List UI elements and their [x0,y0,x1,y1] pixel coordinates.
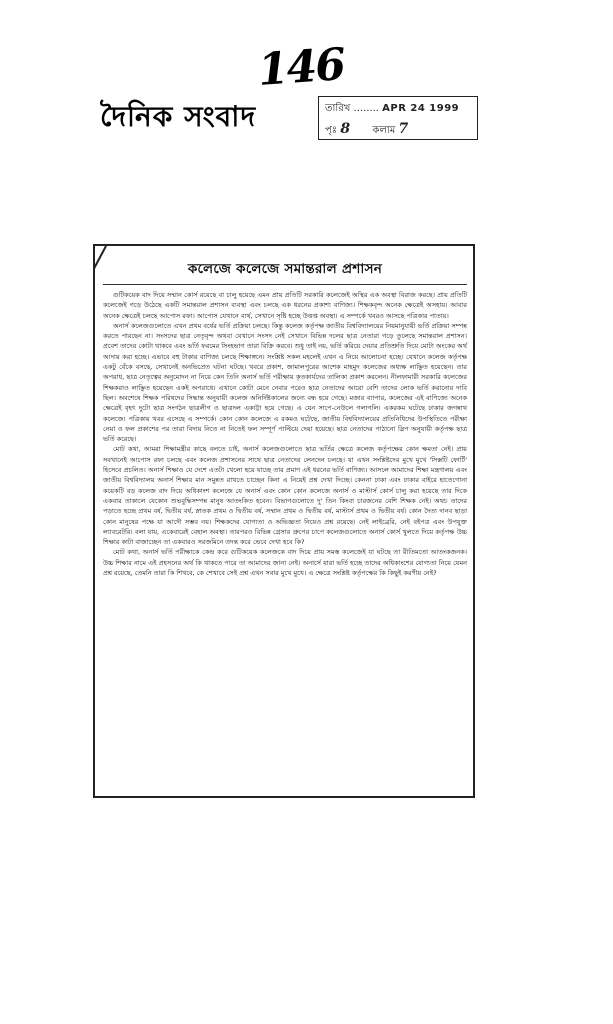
stamp-column-label: কলাম [372,125,396,136]
date-stamp: তারিখ ........ APR 24 1999 পৃঃ 8 কলাম 7 [318,96,478,140]
stamp-page-label: পৃঃ [325,125,338,136]
stamp-date-value: APR 24 1999 [382,103,460,114]
article-paragraph: মোট কথা, আমরা শিক্ষামন্ত্রীর কাছে বলতে চাই, অনার্স কলেজগুলোতে ছাত্র ভর্তির ক্ষেত্রে কলেজ কর্তৃপক্ষের কোন ক্ষমতা নেই। প্রায় সবখানেই আপোস রফা চলছে এবং কলেজ প্রশাসনের সাথে ছাত্র নেতাদের লেনদেন চলছে। যা এখন সংশ্লিষ্টদের মুখে মুখে 'সিক্সটি ফোর্টি' হিসেবে প্রচলিত। অনার্স শিক্ষাও যে দেশে এতটা খেলো হয়ে যাচ্ছে তার প্রমাণ এই ধরনের ভর্তি বাণিজ্য। আসলে আমাদের শিক্ষা মন্ত্রণালয় এবং জাতীয় বিশ্ববিদ্যালয় অনার্স শিক্ষার মান সমুন্নত রাখতে চাচ্ছেন কিনা এ নিয়েই প্রশ্ন দেখা দিচ্ছে। কেননা ঢাকা এবং ঢাকার বাইরে হাতেগোনা কয়েকটি বড় কলেজ বাদ দিয়ে অধিকাংশ কলেজে যে অনার্স এবং কোন কোন কলেজে অনার্স ও মাস্টার্স কোর্স চালু করা হয়েছে তার দিকে একবার তাকালে যেকোন শুভবুদ্ধিসম্পন্ন মানুষ আতংকিত হবেন। বিভাগগুলোতে দু' তিন কিংবা চারজনের বেশি শিক্ষক নেই। অথচ তাদের পড়াতে হচ্ছে প্রথম বর্ষ, দ্বিতীয় বর্ষ, স্নাতক প্রথম ও দ্বিতীয় বর্ষ, সম্মান প্রথম ও দ্বিতীয় বর্ষ, মাস্টার্স প্রথম ও দ্বিতীয় বর্ষ। কোন দৈত্য দানব ছাড়া কোন মানুষের পক্ষে যা আদৌ সম্ভব নয়। শিক্ষকদের যোগ্যতা ও অভিজ্ঞতা নিয়েও প্রশ্ন রয়েছে। নেই লাইব্রেরি, নেই বইপত্র এবং উপযুক্ত ল্যাবরেটরি। বলা যায়, একেবারেই বেহাল অবস্থা। তারপরও বিভিন্ন গ্রেসার গ্রুপের চাপে কলেজগুলোতে অনার্স কোর্স খুলতে দিয়ে কর্তৃপক্ষ উচ্চ শিক্ষার কাটা বাজাচ্ছেন তা একবারও সরজমিনে তদন্ত করে ভেবে দেখা হবে কি? [103,445,467,547]
stamp-date-label: তারিখ [325,103,351,114]
article-paragraph: গুটিকয়েক বাদ দিয়ে সম্মান কোর্স রয়েছে বা চালু হয়েছে এমন প্রায় প্রতিটি সরকারি কলেজেই অস্থির এক অবস্থা বিরাজ করছে। প্রায় প্রতিটি কলেজেই গড়ে উঠেছে একটি সমান্তরাল প্রশাসন ব্যবস্থা এবং চলছে এক ধরনের প্রকাশ্য বাণিজ্য। শিক্ষকবৃন্দ অনেক ক্ষেত্রেই অসহায়। আবার অনেক ক্ষেত্রেই চলছে আপোস রফা। আপোস যেখানে ব্যর্থ, সেখানে সৃষ্টি হচ্ছে উত্তপ্ত অবস্থা। এ সম্পর্কে খবরও আসছে পত্রিকার পাতায়। [103,291,467,320]
newspaper-clipping [93,244,475,798]
article-paragraph: মোট কথা, অনার্স ভর্তি পরীক্ষাকে কেন্দ্র করে গুটিকয়েক কলেজকে বাদ দিয়ে প্রায় সমস্ত কলেজেই যা ঘটছে তা রীতিমতো আতংকজনক। উচ্চ শিক্ষার নামে এই প্রহসনের অর্থ কি থাকতে পারে তা আমাদের জানা নেই। অনার্সে যারা ভর্তি হচ্ছে তাদের অধিকাংশের যোগ্যতা নিয়ে যেমন প্রশ্ন রয়েছে, তেমনি তারা কি শিখবে, কে শেখাবে সেই প্রশ্ন এখন সবার মুখে মুখে। এ ক্ষেত্রে সংশ্লিষ্ট কর্তৃপক্ষের কি কিছুই করণীয় নেই? [103,548,467,578]
article-headline: কলেজে কলেজে সমান্তরাল প্রশাসন [103,258,467,285]
article-body [103,290,467,578]
newspaper-masthead: দৈনিক সংবাদ [100,100,257,133]
article-paragraph: অনার্স কলেজগুলোতে এখন প্রথম বর্ষের ভর্তি প্রক্রিয়া চলছে। কিন্তু কলেজ কর্তৃপক্ষ জাতীয় বিশ্ববিদ্যালয়ের নিয়মানুযায়ী ভর্তি প্রক্রিয়া সম্পন্ন করতে পারছেন না। সংসদের ছাত্র নেতৃবৃন্দ অথবা যেখানে সংসদ নেই সেখানে বিভিন্ন দলের ছাত্র নেতারা গড়ে তুলেছে সমান্তরাল প্রশাসন। প্রবেশ তাদের কোটা থাকবে এবং ভর্তি ফরমের সিংহভাগ তারা বিক্রি করবে। শুধু তাই নয়, ভর্তি করিয়ে দেয়ার প্রতিশ্রুতি দিয়ে মোটা অংকের অর্থ আদায় করা হচ্ছে। এভাবে বহু টাকার বাণিজ্য চলছে শিক্ষাঙ্গনে। সংশ্লিষ্ট সকল মহলেই এখন এ নিয়ে আলোচনা হচ্ছে। যেখানে কলেজ কর্তৃপক্ষ একটু বেঁকে বসছে, সেখানেই অনভিপ্রেত ঘটনা ঘটছে। খবরে প্রকাশ, জামালপুরের আশেক মাহমুদ কলেজের অধ্যক্ষ লাঞ্ছিত হয়েছেন। তার অপরাধ, ছাত্র নেতৃত্বের অনুমোদন না নিয়ে কেন তিনি অনার্স ভর্তি পরীক্ষায় কৃতকার্যদের তালিকা প্রকাশ করলেন। নীলফামারী সরকারি কলেজের শিক্ষকরাও লাঞ্ছিত হয়েছেন একই অপরাধে। এখানে কোটা মেনে নেবার পরেও ছাত্র নেতাদের আরো বেশি তাদের লোক ভর্তি করানোর দাবি ছিল। অবশেষে শিক্ষক পরিষদের সিদ্ধান্ত অনুযায়ী কলেজ অনির্দিষ্টকালের জন্যে বন্ধ হয়ে গেছে। মজার ব্যাপার, কলেজের এই বাণিজ্যে অনেক ক্ষেত্রেই বৃহৎ দুটো ছাত্র সংগঠন ছাত্রলীগ ও ছাত্রদল একাট্টা হয়ে গেছে। এ যেন সাপে-নেউলে গলাগলি। একরকম ঘটেছে ঢাকার জগন্নাথ কলেজে। পত্রিকায় খবর এসেছে এ সম্পর্কে। কোন কোন কলেজে এ রকমও ঘটেছে, জাতীয় বিশ্ববিদ্যালয়ের প্রতিনিধিদের উপস্থিতিতে পরীক্ষা নেয়া ও ফল প্রকাশের পর তারা বিদায় নিতে না নিতেই ফল সম্পূর্ণ পাল্টিয়ে দেয়া হয়েছে। ছাত্র নেতাদের পাঠানো স্লিপ অনুযায়ী কর্তৃপক্ষ ছাত্র ভর্তি করেছে। [103,321,467,444]
stamp-column-value: 7 [398,121,409,137]
stamp-page-value: 8 [340,121,351,137]
handwritten-page-number: 146 [256,39,346,96]
